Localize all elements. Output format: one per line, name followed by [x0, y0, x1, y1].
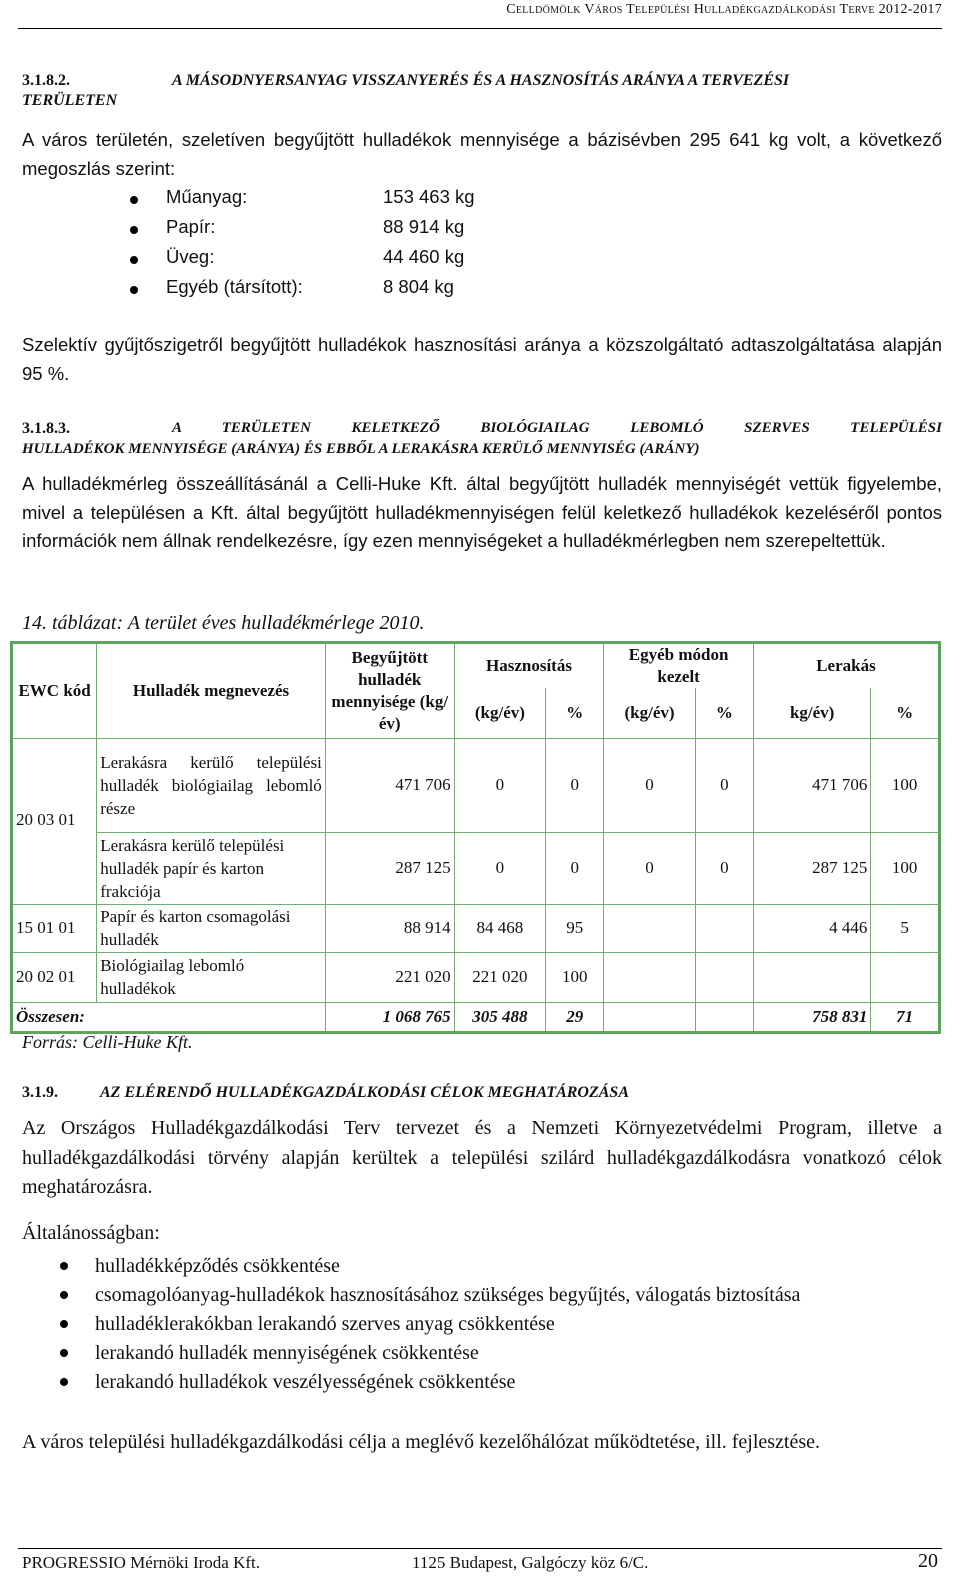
- section-title-line1: A TERÜLETEN KELETKEZŐ BIOLÓGIAILAG LEBOMLÓ SZERVES TELEPÜLÉSI: [172, 420, 942, 436]
- section-heading-3183: [22, 420, 942, 458]
- cell-util-kg: 0: [454, 738, 545, 832]
- item-label: Egyéb (társított):: [166, 276, 303, 297]
- cell-ewc: [12, 738, 97, 832]
- total-land-pct: 71: [871, 1002, 940, 1032]
- bullet-icon: [60, 1349, 68, 1357]
- cell-other-pct: 0: [695, 738, 753, 832]
- section-heading-3182: [22, 72, 942, 110]
- bullet-icon: [60, 1320, 68, 1328]
- total-land-kg: 758 831: [753, 1002, 870, 1032]
- header-utilization: Hasznosítás: [454, 643, 604, 689]
- list-item: [22, 1281, 922, 1310]
- table-row: [12, 904, 940, 952]
- section-number: 3.1.8.2.: [22, 72, 70, 89]
- section-heading-319: [22, 1084, 942, 1102]
- list-item: [130, 246, 630, 276]
- table-row: [12, 832, 940, 904]
- table-row: [12, 738, 940, 832]
- list-item: [22, 1310, 922, 1339]
- item-value: 153 463 kg: [383, 186, 475, 207]
- intro-paragraph: A város területén, szeletíven begyűjtött hulladékok mennyisége a bázisévben 295 641 kg volt, a következő megoszlás szerint:: [22, 129, 942, 179]
- cell-collected: 221 020: [325, 952, 454, 1002]
- cell-other-kg: 0: [604, 738, 695, 832]
- list-item: [22, 1339, 922, 1368]
- cell-land-kg: 471 706: [753, 738, 870, 832]
- cell-util-kg: 84 468: [454, 904, 545, 952]
- total-util-kg: 305 488: [454, 1002, 545, 1032]
- cell-land-pct: 100: [871, 832, 940, 904]
- page-number: 20: [918, 1550, 938, 1572]
- goal-text: hulladékképződés csökkentése: [95, 1255, 340, 1277]
- cell-util-pct: 0: [546, 832, 604, 904]
- bullet-icon: [130, 196, 138, 204]
- item-value: 44 460 kg: [383, 246, 465, 267]
- table-caption: 14. táblázat: A terület éves hulladékmérlege 2010.: [22, 612, 425, 634]
- cell-land-pct: [871, 952, 940, 1002]
- cell-name: Lerakásra kerülő települési hulladék biológiailag lebomló része: [97, 738, 326, 832]
- total-row: [12, 1002, 940, 1032]
- cell-util-pct: 0: [546, 738, 604, 832]
- header-other: Egyéb módon kezelt: [604, 643, 754, 689]
- item-value: 8 804 kg: [383, 276, 454, 297]
- section-number: 3.1.8.3.: [22, 420, 70, 437]
- table-source: Forrás: Celli-Huke Kft.: [22, 1032, 193, 1052]
- footer-rule: [18, 1548, 942, 1549]
- running-header: Celldömölk Város Települési Hulladékgazdálkodási Terve 2012-2017: [506, 2, 942, 17]
- header-unit: (kg/év): [604, 688, 695, 738]
- ewc-code: 20 03 01: [16, 810, 76, 829]
- bullet-icon: [60, 1262, 68, 1270]
- goal-text: lerakandó hulladékok veszélyességének csökkentése: [95, 1371, 516, 1393]
- item-label: Üveg:: [166, 246, 215, 267]
- cell-land-pct: 5: [871, 904, 940, 952]
- material-list: [130, 186, 630, 306]
- cell-land-kg: 4 446: [753, 904, 870, 952]
- balance-paragraph: A hulladékmérleg összeállításánál a Celli-Huke Kft. által begyűjtött hulladék mennyiségét vettük figyelembe, mivel a településen a Kft. által begyűjtött hulladékmennyiségen felül keletkező hulladékok kezeléséről pontos információk nem állnak rendelkezésre, így ezen mennyiségeket a hulladékmérlegben nem szerepeltettük.: [22, 473, 942, 551]
- cell-collected: 88 914: [325, 904, 454, 952]
- total-other-kg: [604, 1002, 695, 1032]
- section-title-line2: TERÜLETEN: [22, 92, 118, 109]
- header-unit: %: [546, 688, 604, 738]
- table-row: [12, 952, 940, 1002]
- cell-name: Papír és karton csomagolási hulladék: [97, 904, 326, 952]
- total-util-pct: 29: [546, 1002, 604, 1032]
- section-title: AZ ELÉRENDŐ HULLADÉKGAZDÁLKODÁSI CÉLOK MEGHATÁROZÁSA: [100, 1084, 629, 1101]
- cell-collected: 471 706: [325, 738, 454, 832]
- list-item: [130, 276, 630, 306]
- cell-land-kg: [753, 952, 870, 1002]
- section-title-line1: A MÁSODNYERSANYAG VISSZANYERÉS ÉS A HASZNOSÍTÁS ARÁNYA A TERVEZÉSI: [172, 72, 790, 89]
- cell-other-pct: [695, 952, 753, 1002]
- cell-other-pct: 0: [695, 832, 753, 904]
- bullet-icon: [130, 256, 138, 264]
- total-other-pct: [695, 1002, 753, 1032]
- cell-collected: 287 125: [325, 832, 454, 904]
- cell-name: Lerakásra kerülő települési hulladék papír és karton frakciója: [97, 832, 326, 904]
- goal-text: csomagolóanyag-hulladékok hasznosításához szükséges begyűjtés, válogatás biztosítása: [95, 1284, 801, 1306]
- cell-other-kg: [604, 904, 695, 952]
- item-label: Műanyag:: [166, 186, 248, 207]
- cell-name: Biológiailag lebomló hulladékok: [97, 952, 326, 1002]
- cell-util-kg: 0: [454, 832, 545, 904]
- header-unit: %: [695, 688, 753, 738]
- header-unit: %: [871, 688, 940, 738]
- goal-text: lerakandó hulladék mennyiségének csökkentése: [95, 1342, 479, 1364]
- cell-other-pct: [695, 904, 753, 952]
- footer-address: 1125 Budapest, Galgóczy köz 6/C.: [412, 1553, 649, 1572]
- goal-text: hulladéklerakókban lerakandó szerves anyag csökkentése: [95, 1313, 555, 1335]
- general-label: Általánosságban:: [22, 1222, 160, 1244]
- waste-balance-table: [10, 641, 941, 1034]
- cell-land-pct: 100: [871, 738, 940, 832]
- cell-ewc: [12, 832, 97, 904]
- cell-land-kg: 287 125: [753, 832, 870, 904]
- section-title-line2: HULLADÉKOK MENNYISÉGE (ARÁNYA) ÉS EBBŐL A LERAKÁSRA KERÜLŐ MENNYISÉG (ARÁNY): [22, 441, 700, 457]
- bullet-icon: [130, 286, 138, 294]
- closing-paragraph: A város települési hulladékgazdálkodási célja a meglévő kezelőhálózat működtetése, ill. fejlesztése.: [22, 1431, 821, 1453]
- header-unit: (kg/év): [454, 688, 545, 738]
- utilization-note: Szelektív gyűjtőszigetről begyűjtött hulladékok hasznosítási aránya a közszolgáltató adtaszolgáltatása alapján 95 %.: [22, 334, 942, 384]
- cell-ewc: 15 01 01: [12, 904, 97, 952]
- cell-util-pct: 100: [546, 952, 604, 1002]
- list-item: [22, 1368, 922, 1397]
- header-rule: [18, 28, 942, 29]
- bullet-icon: [60, 1378, 68, 1386]
- section-number: 3.1.9.: [22, 1084, 58, 1101]
- goals-paragraph: Az Országos Hulladékgazdálkodási Terv tervezet és a Nemzeti Környezetvédelmi Program, illetve a hulladékgazdálkodási törvény alapján kerültek a települési szilárd hulladékgazdálkodásra vonatkozó célok meghatározásra.: [22, 1117, 942, 1198]
- list-item: [22, 1252, 922, 1281]
- item-value: 88 914 kg: [383, 216, 465, 237]
- header-landfill: Lerakás: [753, 643, 939, 689]
- cell-util-kg: 221 020: [454, 952, 545, 1002]
- list-item: [130, 216, 630, 246]
- total-collected: 1 068 765: [325, 1002, 454, 1032]
- list-item: [130, 186, 630, 216]
- header-unit: kg/év): [753, 688, 870, 738]
- header-collected: Begyűjtött hulladék mennyisége (kg/év): [325, 643, 454, 739]
- header-ewc: EWC kód: [12, 643, 97, 739]
- cell-other-kg: [604, 952, 695, 1002]
- header-name: Hulladék megnevezés: [97, 643, 326, 739]
- bullet-icon: [130, 226, 138, 234]
- total-label: Összesen:: [12, 1002, 326, 1032]
- cell-other-kg: 0: [604, 832, 695, 904]
- bullet-icon: [60, 1291, 68, 1299]
- goals-list: [22, 1252, 922, 1397]
- item-label: Papír:: [166, 216, 216, 237]
- cell-ewc: 20 02 01: [12, 952, 97, 1002]
- cell-util-pct: 95: [546, 904, 604, 952]
- footer-company: PROGRESSIO Mérnöki Iroda Kft.: [22, 1553, 260, 1572]
